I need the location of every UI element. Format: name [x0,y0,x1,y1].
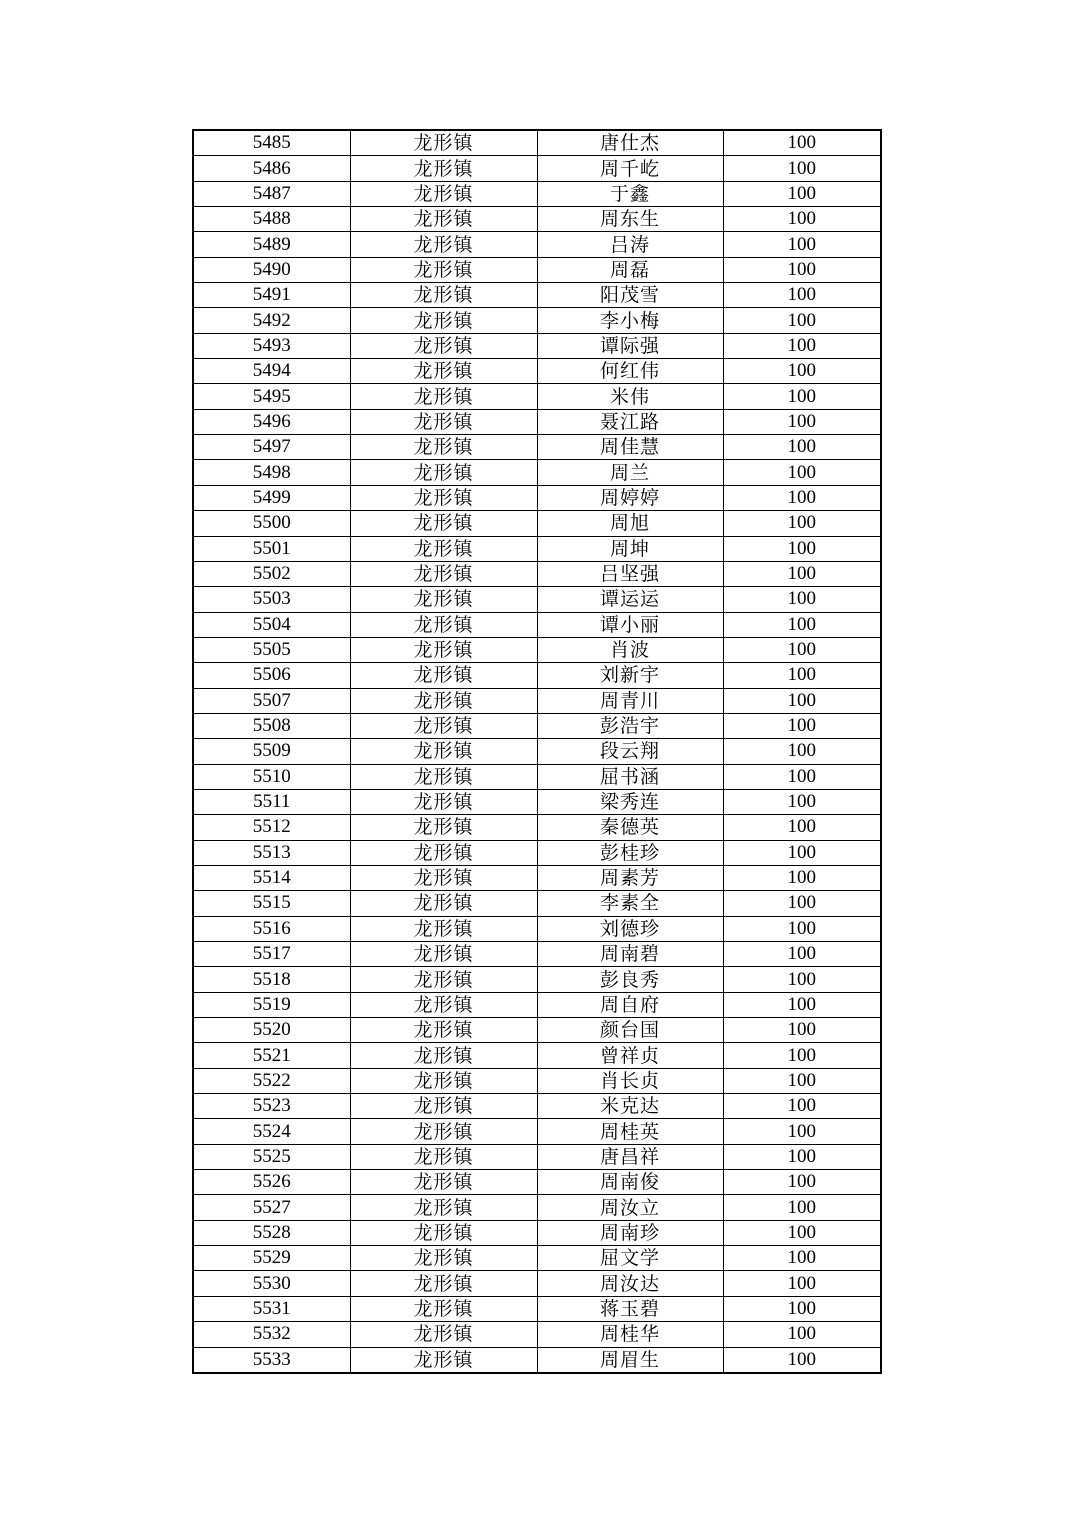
cell-town: 龙形镇 [350,308,537,333]
table-row [193,257,881,282]
cell-number: 5527 [193,1195,350,1220]
cell-town: 龙形镇 [350,536,537,561]
cell-name: 李素全 [537,891,723,916]
cell-number: 5502 [193,561,350,586]
table-row [193,1195,881,1220]
table-row [193,384,881,409]
cell-number: 5533 [193,1347,350,1373]
cell-name: 李小梅 [537,308,723,333]
cell-name: 周旭 [537,511,723,536]
cell-amount: 100 [723,359,881,384]
cell-name: 梁秀连 [537,789,723,814]
cell-number: 5509 [193,739,350,764]
cell-town: 龙形镇 [350,663,537,688]
cell-town: 龙形镇 [350,1246,537,1271]
cell-amount: 100 [723,789,881,814]
cell-number: 5520 [193,1018,350,1043]
cell-town: 龙形镇 [350,460,537,485]
cell-amount: 100 [723,739,881,764]
cell-number: 5485 [193,130,350,156]
cell-town: 龙形镇 [350,1322,537,1347]
cell-amount: 100 [723,1220,881,1245]
table-row [193,561,881,586]
cell-amount: 100 [723,409,881,434]
cell-name: 周佳慧 [537,435,723,460]
cell-number: 5496 [193,409,350,434]
cell-name: 周汝达 [537,1271,723,1296]
cell-town: 龙形镇 [350,789,537,814]
cell-town: 龙形镇 [350,865,537,890]
table-row [193,156,881,181]
cell-number: 5490 [193,257,350,282]
cell-amount: 100 [723,840,881,865]
cell-town: 龙形镇 [350,207,537,232]
cell-town: 龙形镇 [350,1170,537,1195]
cell-amount: 100 [723,612,881,637]
cell-town: 龙形镇 [350,764,537,789]
cell-amount: 100 [723,232,881,257]
cell-number: 5488 [193,207,350,232]
cell-amount: 100 [723,1043,881,1068]
table-row [193,1094,881,1119]
cell-town: 龙形镇 [350,637,537,662]
cell-amount: 100 [723,1322,881,1347]
cell-number: 5528 [193,1220,350,1245]
table-row [193,916,881,941]
table-row [193,764,881,789]
cell-amount: 100 [723,1195,881,1220]
cell-town: 龙形镇 [350,1068,537,1093]
cell-number: 5522 [193,1068,350,1093]
cell-amount: 100 [723,1144,881,1169]
table-row [193,891,881,916]
table-row [193,1322,881,1347]
table-row [193,1068,881,1093]
cell-name: 于鑫 [537,181,723,206]
cell-town: 龙形镇 [350,232,537,257]
cell-town: 龙形镇 [350,1220,537,1245]
table-row [193,283,881,308]
cell-name: 吕涛 [537,232,723,257]
cell-amount: 100 [723,1170,881,1195]
cell-name: 屈书涵 [537,764,723,789]
cell-town: 龙形镇 [350,1195,537,1220]
cell-number: 5512 [193,815,350,840]
cell-number: 5486 [193,156,350,181]
cell-number: 5487 [193,181,350,206]
cell-name: 周桂华 [537,1322,723,1347]
cell-name: 周桂英 [537,1119,723,1144]
cell-amount: 100 [723,1018,881,1043]
cell-number: 5524 [193,1119,350,1144]
cell-number: 5521 [193,1043,350,1068]
cell-amount: 100 [723,333,881,358]
cell-number: 5494 [193,359,350,384]
cell-amount: 100 [723,485,881,510]
table-row [193,308,881,333]
cell-number: 5499 [193,485,350,510]
table-row [193,511,881,536]
cell-name: 周南珍 [537,1220,723,1245]
table-row [193,1220,881,1245]
cell-name: 周素芳 [537,865,723,890]
cell-town: 龙形镇 [350,485,537,510]
cell-number: 5518 [193,967,350,992]
cell-town: 龙形镇 [350,257,537,282]
cell-amount: 100 [723,1119,881,1144]
cell-town: 龙形镇 [350,511,537,536]
cell-amount: 100 [723,181,881,206]
table-row [193,713,881,738]
cell-number: 5529 [193,1246,350,1271]
cell-number: 5516 [193,916,350,941]
cell-amount: 100 [723,283,881,308]
cell-town: 龙形镇 [350,967,537,992]
cell-name: 吕坚强 [537,561,723,586]
cell-amount: 100 [723,156,881,181]
cell-town: 龙形镇 [350,156,537,181]
cell-town: 龙形镇 [350,333,537,358]
cell-number: 5493 [193,333,350,358]
table-row [193,1296,881,1321]
cell-name: 颜台国 [537,1018,723,1043]
cell-name: 米克达 [537,1094,723,1119]
table-row [193,1170,881,1195]
cell-name: 阳茂雪 [537,283,723,308]
cell-amount: 100 [723,308,881,333]
table-row [193,181,881,206]
cell-amount: 100 [723,891,881,916]
cell-amount: 100 [723,1296,881,1321]
cell-name: 周南俊 [537,1170,723,1195]
cell-town: 龙形镇 [350,891,537,916]
cell-number: 5507 [193,688,350,713]
table-row [193,1018,881,1043]
table-row [193,333,881,358]
table-row [193,1119,881,1144]
table-row [193,1271,881,1296]
cell-number: 5492 [193,308,350,333]
table-row [193,663,881,688]
cell-number: 5489 [193,232,350,257]
cell-amount: 100 [723,688,881,713]
cell-number: 5517 [193,942,350,967]
cell-name: 谭小丽 [537,612,723,637]
cell-amount: 100 [723,1246,881,1271]
cell-number: 5504 [193,612,350,637]
table-row [193,1246,881,1271]
cell-name: 唐昌祥 [537,1144,723,1169]
cell-town: 龙形镇 [350,409,537,434]
cell-name: 周汝立 [537,1195,723,1220]
cell-town: 龙形镇 [350,384,537,409]
cell-town: 龙形镇 [350,713,537,738]
cell-number: 5500 [193,511,350,536]
cell-town: 龙形镇 [350,1271,537,1296]
cell-town: 龙形镇 [350,130,537,156]
cell-town: 龙形镇 [350,1296,537,1321]
cell-amount: 100 [723,460,881,485]
cell-amount: 100 [723,384,881,409]
cell-town: 龙形镇 [350,1347,537,1373]
cell-name: 彭良秀 [537,967,723,992]
table-row [193,789,881,814]
table-row [193,967,881,992]
cell-amount: 100 [723,1271,881,1296]
cell-town: 龙形镇 [350,587,537,612]
cell-number: 5525 [193,1144,350,1169]
cell-name: 唐仕杰 [537,130,723,156]
cell-name: 周南碧 [537,942,723,967]
cell-amount: 100 [723,992,881,1017]
cell-name: 刘德珍 [537,916,723,941]
cell-town: 龙形镇 [350,1094,537,1119]
cell-amount: 100 [723,257,881,282]
table-row [193,435,881,460]
cell-town: 龙形镇 [350,739,537,764]
cell-name: 刘新宇 [537,663,723,688]
cell-name: 米伟 [537,384,723,409]
cell-amount: 100 [723,663,881,688]
cell-name: 周东生 [537,207,723,232]
table-row [193,815,881,840]
cell-number: 5503 [193,587,350,612]
table-row [193,1347,881,1373]
cell-amount: 100 [723,967,881,992]
cell-number: 5515 [193,891,350,916]
cell-amount: 100 [723,511,881,536]
roster-table-body [193,130,881,1373]
cell-name: 肖波 [537,637,723,662]
cell-number: 5506 [193,663,350,688]
table-row [193,739,881,764]
cell-name: 周兰 [537,460,723,485]
cell-amount: 100 [723,713,881,738]
cell-name: 周磊 [537,257,723,282]
cell-town: 龙形镇 [350,1018,537,1043]
cell-number: 5510 [193,764,350,789]
cell-name: 聂江路 [537,409,723,434]
cell-number: 5514 [193,865,350,890]
table-row [193,359,881,384]
cell-town: 龙形镇 [350,359,537,384]
table-row [193,1144,881,1169]
cell-town: 龙形镇 [350,815,537,840]
cell-number: 5526 [193,1170,350,1195]
cell-number: 5530 [193,1271,350,1296]
cell-amount: 100 [723,916,881,941]
cell-name: 屈文学 [537,1246,723,1271]
cell-name: 秦德英 [537,815,723,840]
table-row [193,409,881,434]
table-row [193,485,881,510]
cell-number: 5498 [193,460,350,485]
cell-number: 5523 [193,1094,350,1119]
roster-table [192,129,882,1374]
cell-name: 谭际强 [537,333,723,358]
cell-amount: 100 [723,815,881,840]
cell-town: 龙形镇 [350,283,537,308]
cell-name: 蒋玉碧 [537,1296,723,1321]
cell-amount: 100 [723,561,881,586]
table-row [193,460,881,485]
cell-amount: 100 [723,207,881,232]
cell-number: 5501 [193,536,350,561]
cell-number: 5491 [193,283,350,308]
cell-name: 彭浩宇 [537,713,723,738]
cell-town: 龙形镇 [350,840,537,865]
table-row [193,840,881,865]
cell-amount: 100 [723,435,881,460]
cell-name: 谭运运 [537,587,723,612]
cell-name: 周婷婷 [537,485,723,510]
cell-town: 龙形镇 [350,1144,537,1169]
cell-name: 彭桂珍 [537,840,723,865]
cell-number: 5513 [193,840,350,865]
cell-town: 龙形镇 [350,688,537,713]
cell-number: 5519 [193,992,350,1017]
cell-amount: 100 [723,942,881,967]
cell-number: 5495 [193,384,350,409]
cell-town: 龙形镇 [350,435,537,460]
cell-number: 5508 [193,713,350,738]
cell-amount: 100 [723,865,881,890]
cell-amount: 100 [723,637,881,662]
table-row [193,1043,881,1068]
table-row [193,587,881,612]
cell-town: 龙形镇 [350,1119,537,1144]
cell-amount: 100 [723,1094,881,1119]
table-row [193,865,881,890]
cell-number: 5511 [193,789,350,814]
table-row [193,232,881,257]
cell-name: 周自府 [537,992,723,1017]
cell-number: 5531 [193,1296,350,1321]
cell-town: 龙形镇 [350,1043,537,1068]
cell-amount: 100 [723,587,881,612]
table-row [193,637,881,662]
cell-amount: 100 [723,536,881,561]
cell-town: 龙形镇 [350,916,537,941]
cell-name: 肖长贞 [537,1068,723,1093]
cell-amount: 100 [723,130,881,156]
cell-name: 周青川 [537,688,723,713]
cell-number: 5497 [193,435,350,460]
cell-name: 周千屹 [537,156,723,181]
cell-town: 龙形镇 [350,942,537,967]
cell-name: 段云翔 [537,739,723,764]
table-row [193,536,881,561]
cell-name: 周眉生 [537,1347,723,1373]
table-row [193,942,881,967]
table-row [193,992,881,1017]
cell-town: 龙形镇 [350,181,537,206]
table-row [193,207,881,232]
cell-town: 龙形镇 [350,612,537,637]
cell-name: 周坤 [537,536,723,561]
table-row [193,130,881,156]
cell-amount: 100 [723,764,881,789]
cell-name: 何红伟 [537,359,723,384]
cell-number: 5532 [193,1322,350,1347]
table-row [193,612,881,637]
cell-number: 5505 [193,637,350,662]
cell-amount: 100 [723,1068,881,1093]
cell-name: 曾祥贞 [537,1043,723,1068]
cell-town: 龙形镇 [350,992,537,1017]
cell-town: 龙形镇 [350,561,537,586]
table-row [193,688,881,713]
cell-amount: 100 [723,1347,881,1373]
